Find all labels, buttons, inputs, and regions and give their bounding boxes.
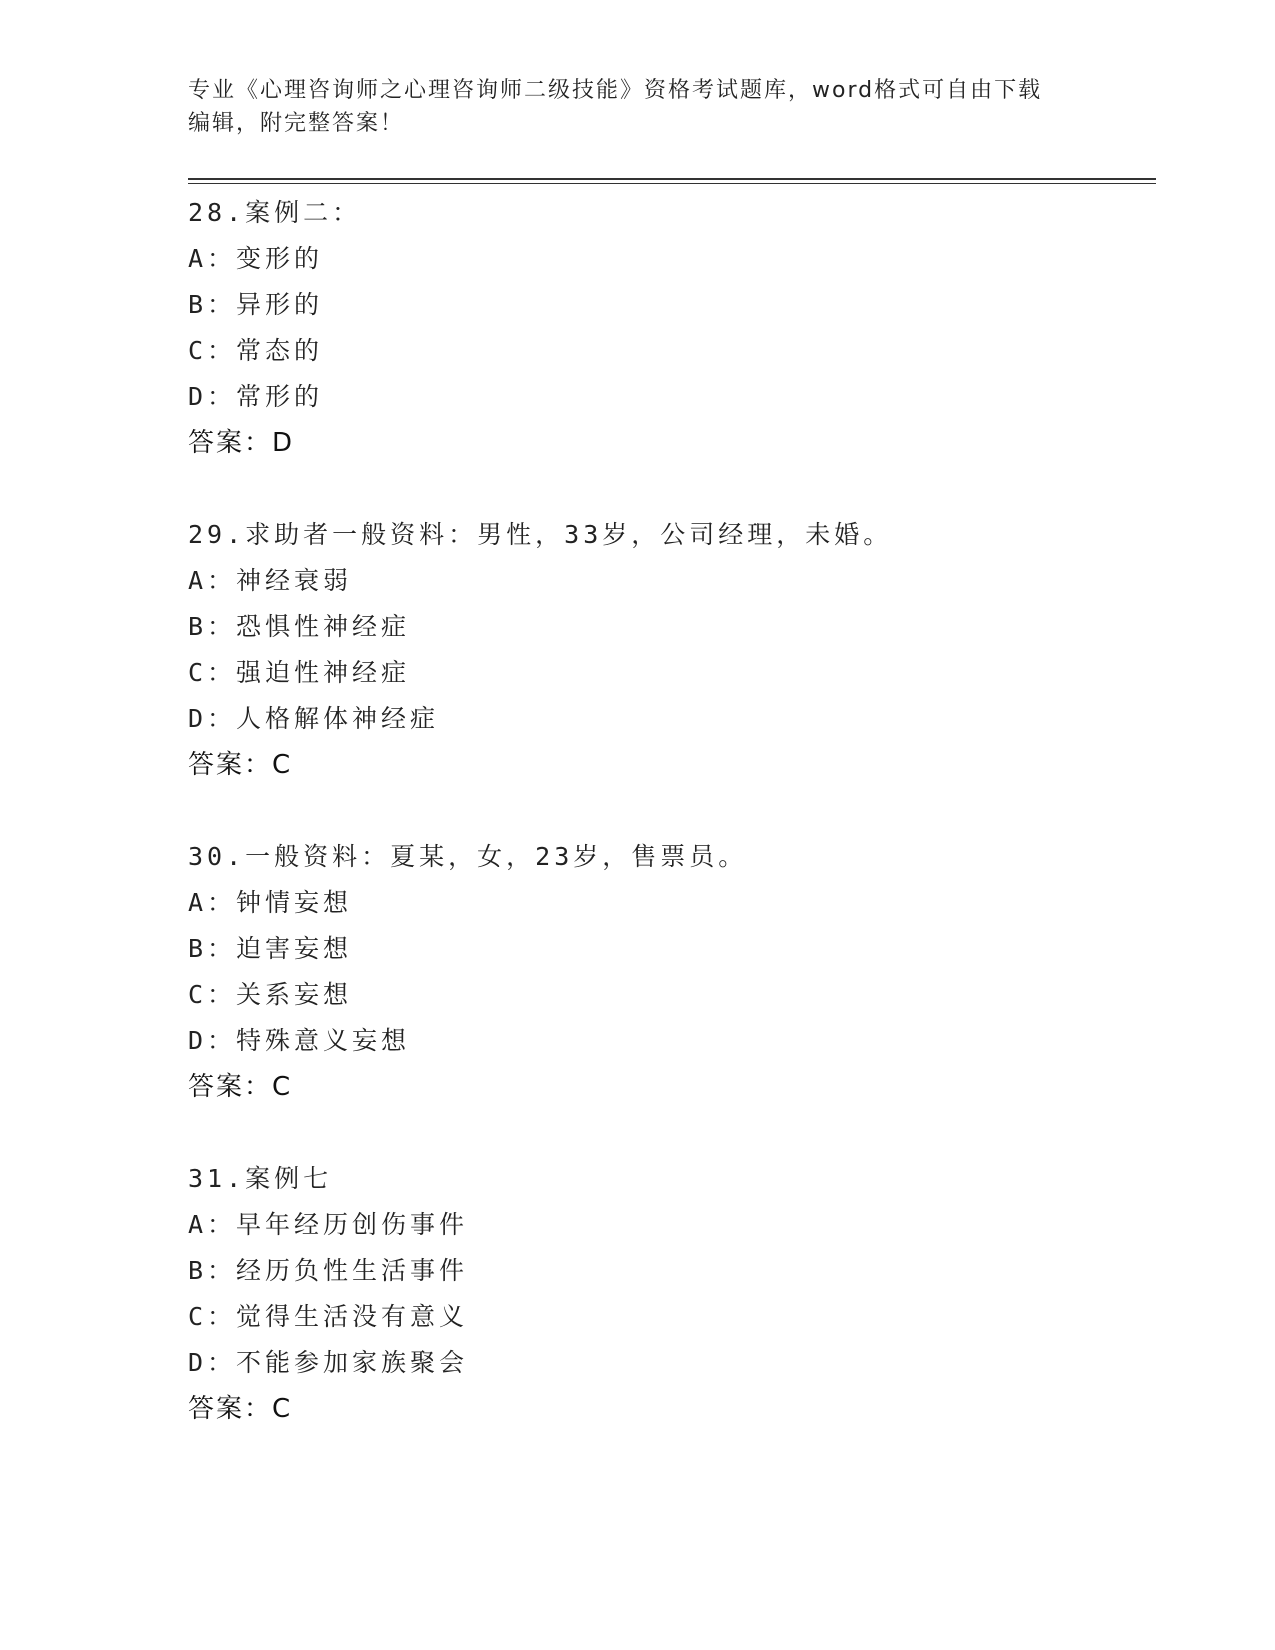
option-a: A：早年经历创伤事件 bbox=[188, 1210, 469, 1239]
header-line-2: 编辑，附完整答案！ bbox=[188, 111, 405, 136]
answer-line: 答案：C bbox=[188, 750, 293, 780]
option-d: D：常形的 bbox=[188, 382, 324, 411]
option-b: B：异形的 bbox=[188, 290, 324, 319]
answer-line: 答案：C bbox=[188, 1072, 293, 1102]
option-c: C：强迫性神经症 bbox=[188, 658, 411, 687]
question-28 bbox=[188, 190, 1148, 466]
header-line-1: 专业《心理咨询师之心理咨询师二级技能》资格考试题库，word格式可自由下载 bbox=[188, 78, 1043, 103]
question-stem: 29.求助者一般资料：男性，33岁，公司经理，未婚。 bbox=[188, 520, 893, 549]
question-31 bbox=[188, 1156, 1148, 1432]
header-divider bbox=[188, 178, 1156, 184]
option-b: B：经历负性生活事件 bbox=[188, 1256, 469, 1285]
option-c: C：关系妄想 bbox=[188, 980, 353, 1009]
question-29 bbox=[188, 512, 1148, 788]
question-stem: 28.案例二： bbox=[188, 198, 362, 227]
question-list bbox=[188, 190, 1148, 1478]
option-c: C：觉得生活没有意义 bbox=[188, 1302, 469, 1331]
question-30 bbox=[188, 834, 1148, 1110]
document-header bbox=[188, 74, 1088, 140]
option-a: A：神经衰弱 bbox=[188, 566, 353, 595]
option-a: A：钟情妄想 bbox=[188, 888, 353, 917]
option-c: C：常态的 bbox=[188, 336, 324, 365]
option-d: D：人格解体神经症 bbox=[188, 704, 440, 733]
question-stem: 30.一般资料：夏某，女，23岁，售票员。 bbox=[188, 842, 748, 871]
question-stem: 31.案例七 bbox=[188, 1164, 333, 1193]
option-b: B：迫害妄想 bbox=[188, 934, 353, 963]
option-b: B：恐惧性神经症 bbox=[188, 612, 411, 641]
answer-line: 答案：C bbox=[188, 1394, 293, 1424]
option-a: A：变形的 bbox=[188, 244, 324, 273]
option-d: D：特殊意义妄想 bbox=[188, 1026, 411, 1055]
option-d: D：不能参加家族聚会 bbox=[188, 1348, 469, 1377]
answer-line: 答案：D bbox=[188, 428, 295, 458]
